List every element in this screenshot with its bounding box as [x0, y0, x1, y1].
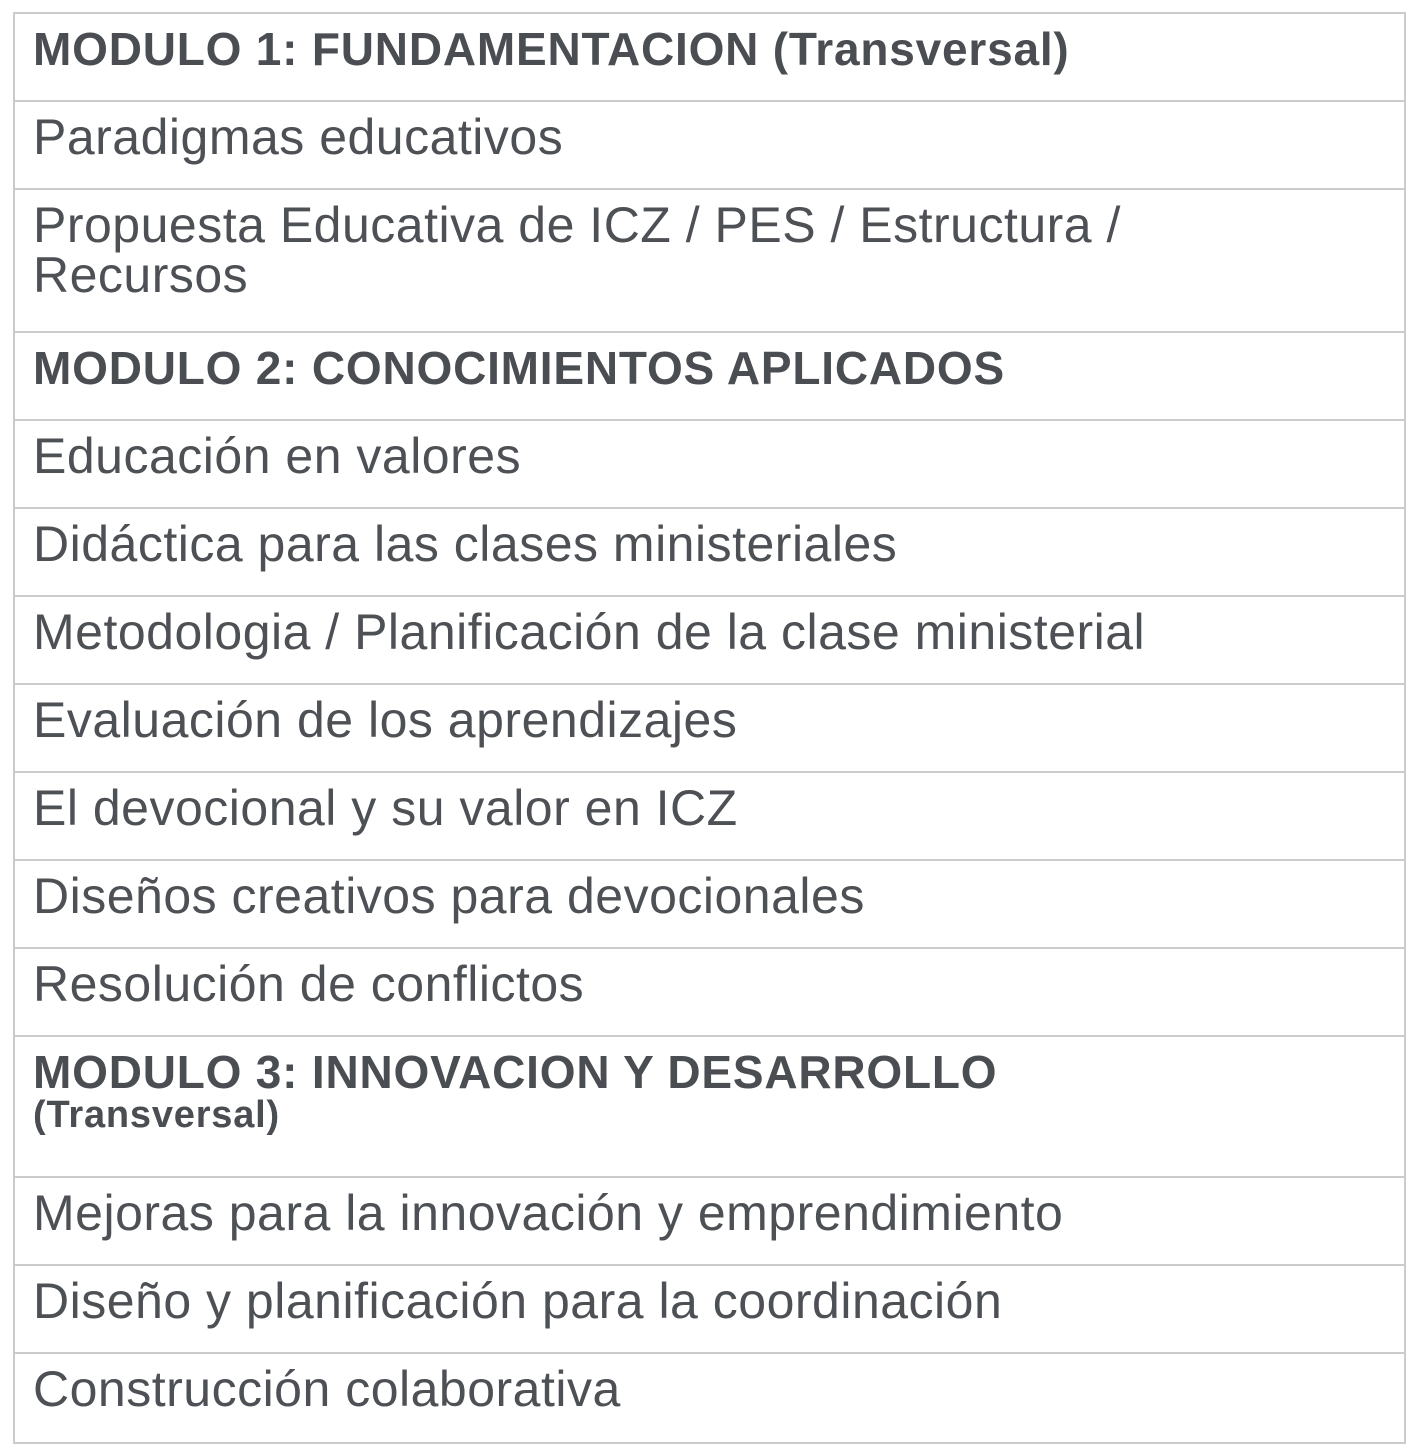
topic-row — [15, 773, 1404, 861]
module-heading-row — [15, 333, 1404, 421]
topic-row — [15, 421, 1404, 509]
topic-text: Evaluación de los aprendizajes — [33, 692, 738, 748]
module-heading: MODULO 1: FUNDAMENTACION (Transversal) — [33, 23, 1070, 75]
topic-text: Mejoras para la innovación y emprendimiento — [33, 1185, 1064, 1241]
topic-text: Educación en valores — [33, 428, 522, 484]
module-heading: MODULO 2: CONOCIMIENTOS APLICADOS — [33, 342, 1005, 394]
module-heading-row — [15, 14, 1404, 102]
topic-row — [15, 1354, 1404, 1442]
topic-row — [15, 685, 1404, 773]
topic-row — [15, 102, 1404, 190]
topic-text: Metodologia / Planificación de la clase ministerial — [33, 604, 1146, 660]
topic-text: Diseños creativos para devocionales — [33, 868, 865, 924]
topic-text: Propuesta Educativa de ICZ / PES / Estructura / — [33, 197, 1121, 253]
topic-text: Paradigmas educativos — [33, 109, 564, 165]
topic-row — [15, 861, 1404, 949]
topic-row — [15, 949, 1404, 1037]
topic-row — [15, 509, 1404, 597]
topic-row — [15, 1266, 1404, 1354]
topic-text: Didáctica para las clases ministeriales — [33, 516, 898, 572]
topic-text: Resolución de conflictos — [33, 956, 585, 1012]
topic-text: Construcción colaborativa — [33, 1361, 621, 1417]
topic-text-continued: Recursos — [33, 247, 249, 303]
topic-text: El devocional y su valor en ICZ — [33, 780, 738, 836]
topic-text: Diseño y planificación para la coordinación — [33, 1273, 1003, 1329]
module-heading-subtitle: (Transversal) — [33, 1094, 280, 1136]
topic-row — [15, 1178, 1404, 1266]
module-table — [13, 12, 1406, 1444]
module-heading-row — [15, 1037, 1404, 1178]
module-heading: MODULO 3: INNOVACION Y DESARROLLO — [33, 1046, 998, 1098]
topic-row — [15, 190, 1404, 333]
topic-row — [15, 597, 1404, 685]
